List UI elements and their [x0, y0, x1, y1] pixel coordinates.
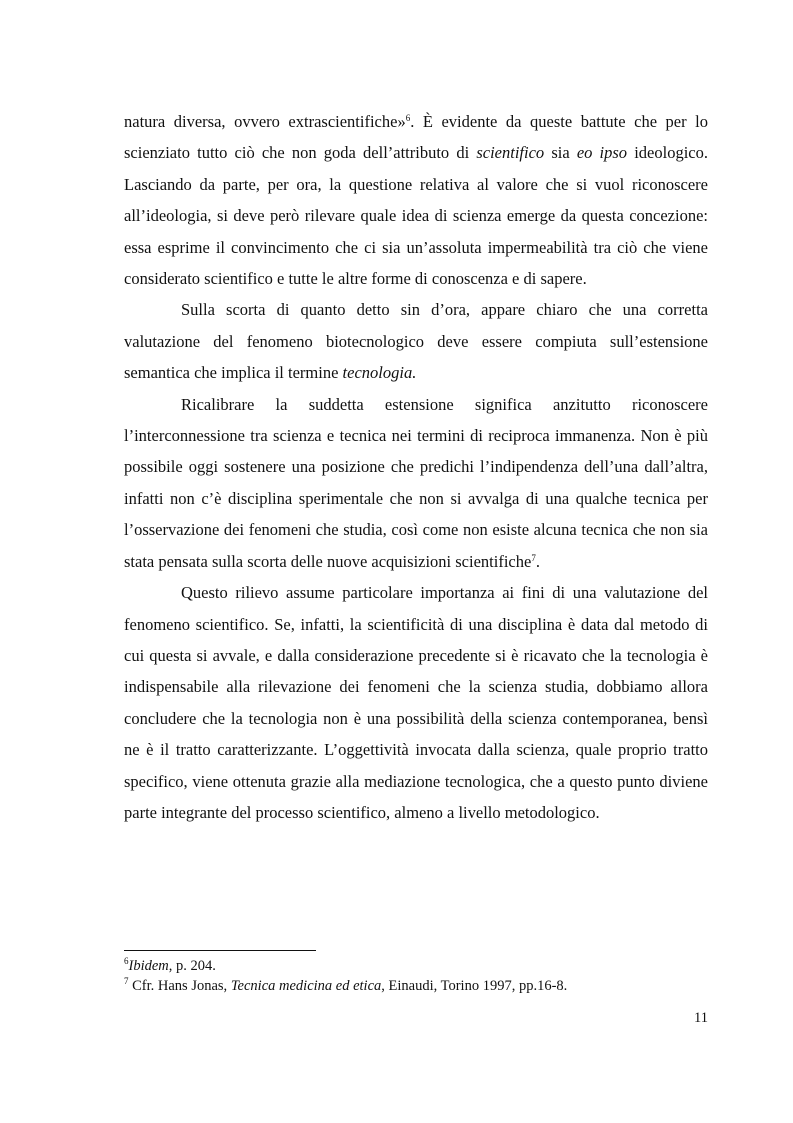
emphasis: eo ipso	[576, 143, 628, 163]
text-run: , p. 204.	[168, 958, 216, 974]
paragraph	[124, 106, 708, 294]
footnote-6	[124, 956, 708, 976]
text-run: ideologico. Lasciando da parte, per ora, la questione relativa al valore che si vuol riconoscere all’ideologia, si deve però rilevare quale idea di scienza emerge da questa concezione: essa esprime il convincimento che ci sia un’assoluta impermeabilità tra ciò che viene considerato scientifico e tutte le altre forme di conoscenza e di sapere.	[124, 143, 708, 289]
text-run: Questo rilievo assume particolare importanza ai fini di una valutazione del fenomeno scientifico. Se, infatti, la scientificità di una disciplina è data dal metodo di cui questa si avvale, e dalla considerazione precedente si è ricavato che la tecnologia è indispensabile alla rilevazione dei fenomeni che la scienza studia, dobbiamo allora concludere che la tecnologia non è una possibilità della scienza contemporanea, bensì ne è il tratto caratterizzante. L’oggettività invocata dalla scienza, quale proprio tratto specifico, viene ottenuta grazie alla mediazione tecnologica, che a questo punto diviene parte integrante del processo scientifico, almeno a livello metodologico.	[124, 583, 708, 822]
text-run: . È evidente da queste battute che per lo scienziato tutto ciò che non goda dell’attributo di	[124, 112, 708, 163]
text-run: , Einaudi, Torino 1997, pp.16-8.	[381, 978, 568, 994]
footnote-ref: 6	[405, 113, 411, 123]
text-run: sia	[544, 143, 577, 163]
text-run: Cfr. Hans Jonas,	[128, 978, 231, 994]
footnote-divider	[124, 950, 316, 951]
emphasis: Tecnica medicina ed etica	[230, 978, 382, 994]
body-text	[124, 106, 708, 828]
footnote-ref: 6	[124, 956, 129, 966]
text-run: Ricalibrare la suddetta estensione significa anzitutto riconoscere l’interconnessione tra scienza e tecnica nei termini di reciproca immanenza. Non è più possibile oggi sostenere una posizione che predichi l’indipendenza dell’una dall’altra, infatti non c’è disciplina sperimentale che non si avvalga di una qualche tecnica per l’osservazione dei fenomeni che studia, così come non esiste alcuna tecnica che non sia stata pensata sulla scorta delle nuove acquisizioni scientifiche	[124, 394, 708, 571]
footnotes	[124, 956, 708, 996]
text-run: .	[535, 551, 540, 571]
text-run: natura diversa, ovvero extrascientifiche»	[124, 112, 406, 131]
text-run: Sulla scorta di quanto detto sin d’ora, appare chiaro che una corretta valutazione del fenomeno biotecnologico deve essere compiuta sull’estensione semantica che implica il termine	[124, 300, 708, 383]
paragraph	[124, 577, 708, 828]
emphasis: tecnologia.	[342, 363, 417, 383]
footnote-ref: 7	[124, 976, 129, 986]
emphasis: Ibidem	[128, 958, 169, 974]
footnote-7	[124, 976, 708, 996]
emphasis: scientifico	[476, 143, 545, 163]
footnote-ref: 7	[531, 552, 536, 563]
paragraph	[124, 389, 708, 577]
page-number: 11	[694, 1010, 708, 1026]
paragraph	[124, 294, 708, 388]
